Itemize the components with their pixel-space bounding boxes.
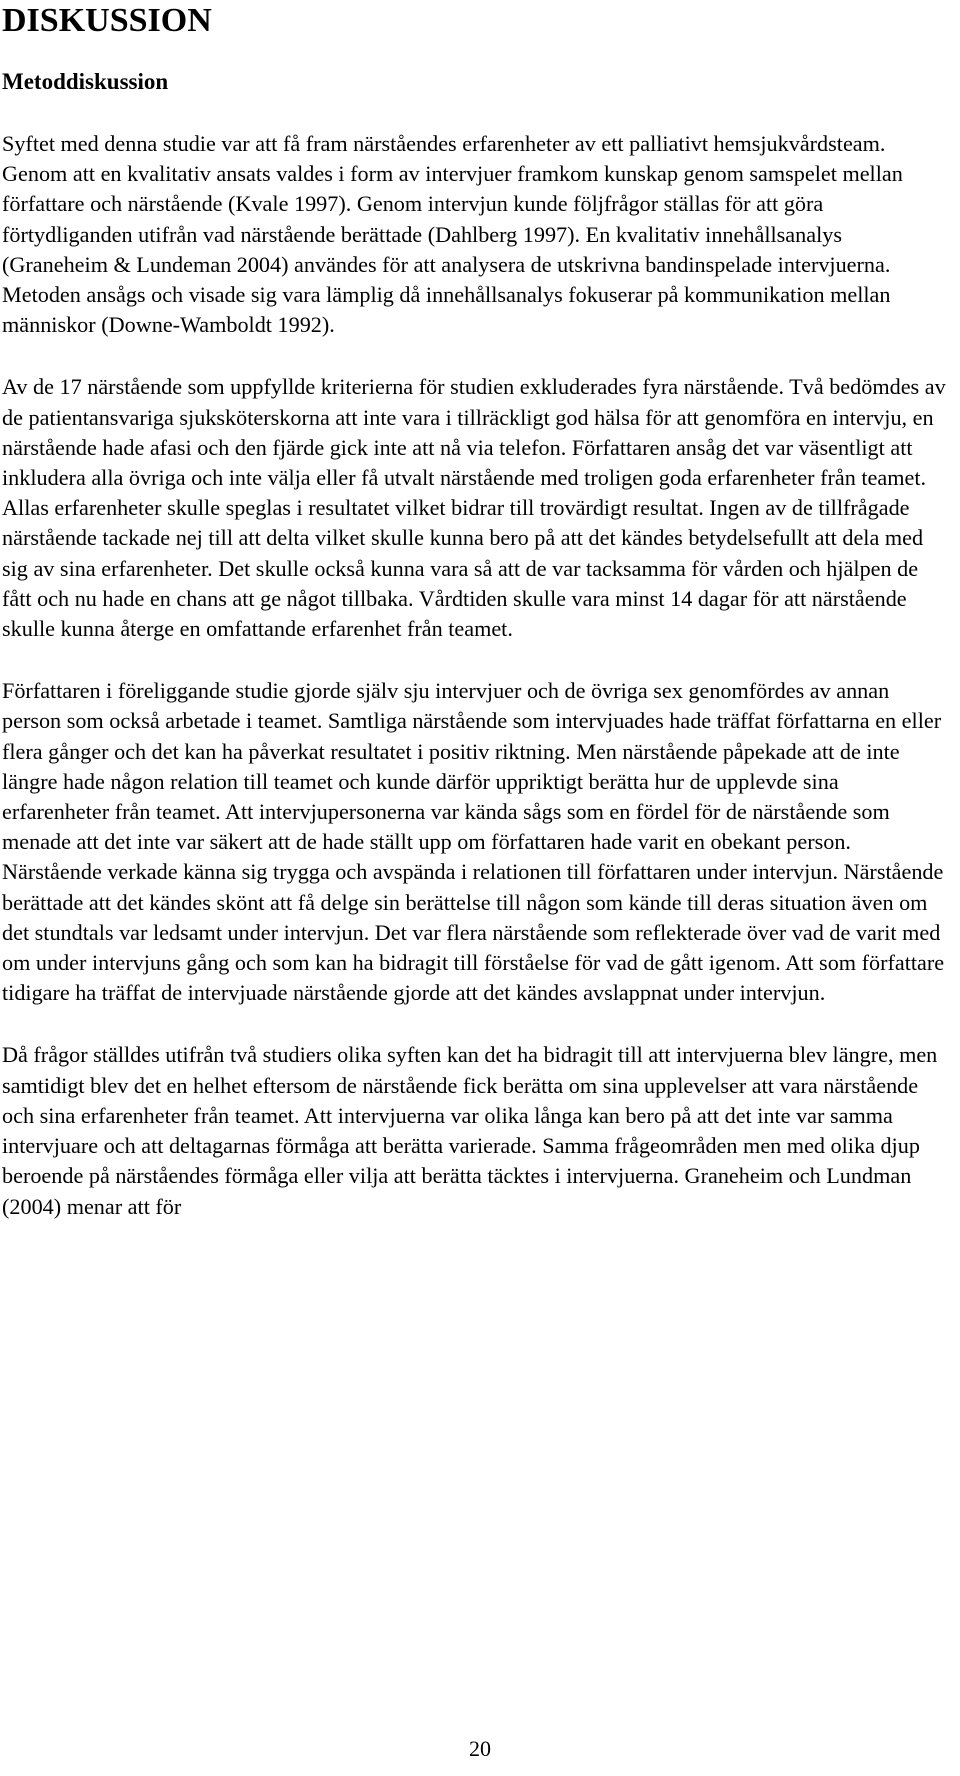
page-content bbox=[2, 0, 950, 1222]
paragraph-3: Författaren i föreliggande studie gjorde själv sju intervjuer och de övriga sex genomfördes av annan person som också arbetade i teamet. Samtliga närstående som intervjuades hade träffat författarna en eller flera gånger och det kan ha påverkat resultatet i positiv riktning. Men närstående påpekade att de inte längre hade någon relation till teamet och kunde därför uppriktigt berätta hur de upplevde sina erfarenheter från teamet. Att intervjupersonerna var kända sågs som en fördel för de närstående som menade att det inte var säkert att de hade ställt upp om författaren hade varit en obekant person. Närstående verkade känna sig trygga och avspända i relationen till författaren under intervjun. Närstående berättade att det kändes skönt att få delge sin berättelse till någon som kände till deras situation även om det stundtals var ledsamt under intervjun. Det var flera närstående som reflekterade över vad de varit med om under intervjuns gång och som kan ha bidragit till förståelse för vad de gått igenom. Att som författare tidigare ha träffat de intervjuade närstående gjorde att det kändes avslappnat under intervjun. bbox=[2, 678, 945, 1006]
page-number: 20 bbox=[469, 1736, 491, 1761]
paragraph-4: Då frågor ställdes utifrån två studiers olika syften kan det ha bidragit till att intervjuerna blev längre, men samtidigt blev det en helhet eftersom de närstående fick berätta om sina upplevelser att vara närstående och sina erfarenheter från teamet. Att intervjuerna var olika långa kan bero på att det inte var samma intervjuare och att deltagarnas förmåga att berätta varierade. Samma frågeområden men med olika djup beroende på närståendes förmåga eller vilja att berätta täcktes i intervjuerna. Graneheim och Lundman (2004) menar att för bbox=[2, 1042, 938, 1219]
subsection-heading: Metoddiskussion bbox=[2, 69, 169, 94]
paragraph-1: Syftet med denna studie var att få fram närståendes erfarenheter av ett palliativt hemsjukvårdsteam. Genom att en kvalitativ ansats valdes i form av intervjuer framkom kunskap genom samspelet mellan författare och närstående (Kvale 1997). Genom intervjun kunde följfrågor ställas för att göra förtydliganden utifrån vad närstående berättade (Dahlberg 1997). En kvalitativ innehållsanalys (Graneheim & Lundeman 2004) användes för att analysera de utskrivna bandinspelade intervjuerna. Metoden ansågs och visade sig vara lämplig då innehållsanalys fokuserar på kommunikation mellan människor (Downe-Wamboldt 1992). bbox=[2, 131, 903, 338]
section-heading: DISKUSSION bbox=[2, 2, 212, 39]
paragraph-2: Av de 17 närstående som uppfyllde kriterierna för studien exkluderades fyra närstående. Två bedömdes av de patientansvariga sjuksköterskorna att inte vara i tillräckligt god hälsa för att genomföra en intervju, en närstående hade afasi och den fjärde gick inte att nå via telefon. Författaren ansåg det var väsentligt att inkludera alla övriga och inte välja eller få utvalt närstående med troligen goda erfarenheter från teamet. Allas erfarenheter skulle speglas i resultatet vilket bidrar till trovärdigt resultat. Ingen av de tillfrågade närstående tackade nej till att delta vilket skulle kunna bero på att det kändes betydelsefullt att dela med sig av sina erfarenheter. Det skulle också kunna vara så att de var tacksamma för vården och hjälpen de fått och nu hade en chans att ge något tillbaka. Vårdtiden skulle vara minst 14 dagar för att närstående skulle kunna återge en omfattande erfarenhet från teamet. bbox=[2, 374, 946, 642]
